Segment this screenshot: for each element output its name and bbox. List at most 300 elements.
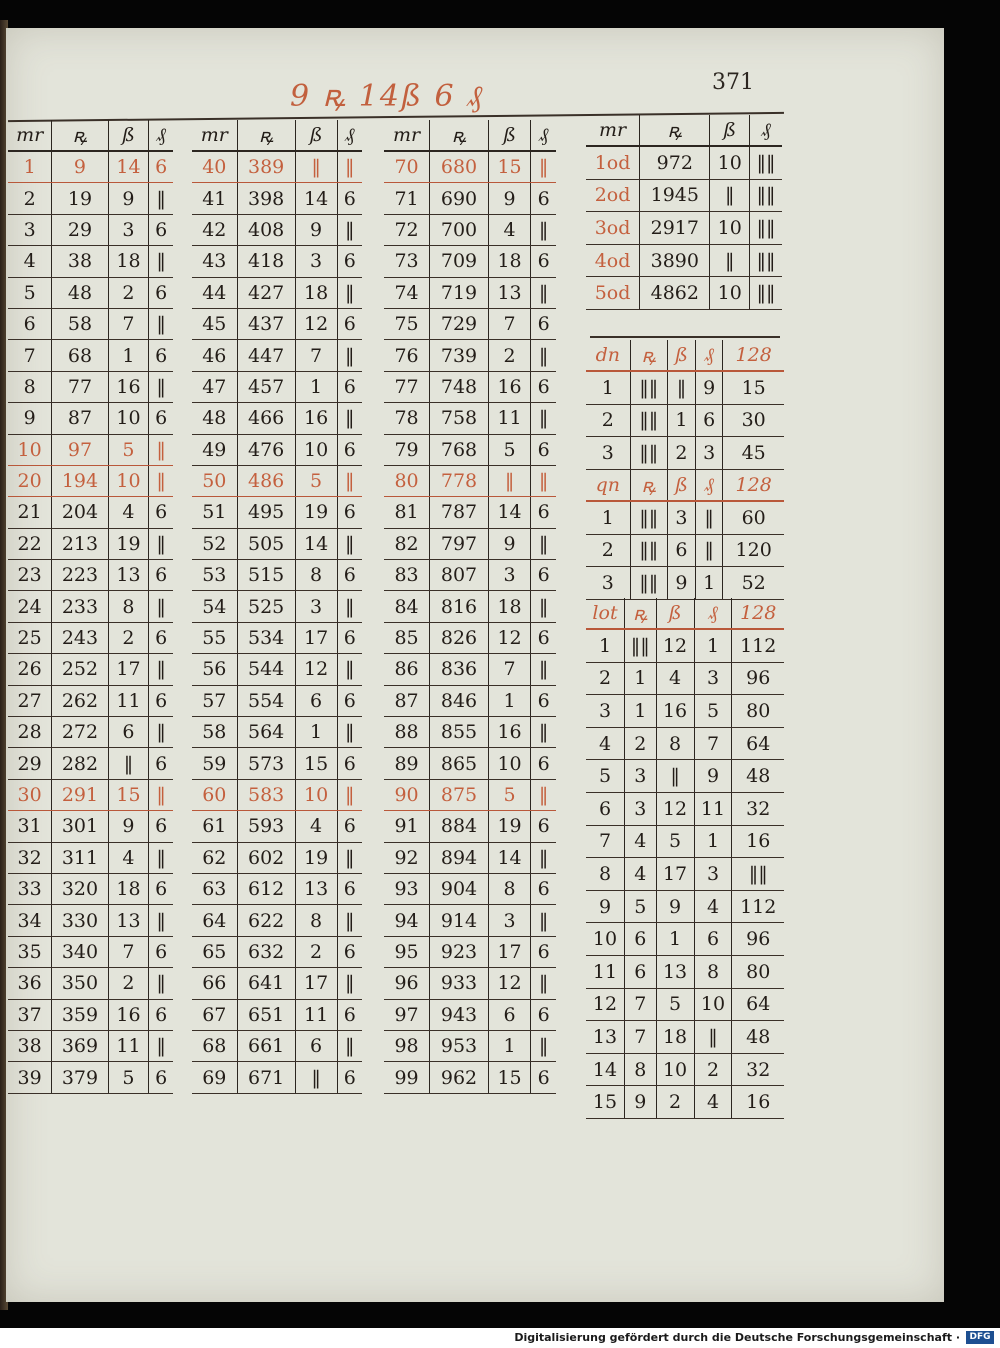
table-row-cell: 427 — [237, 277, 295, 308]
table-row-cell: 894 — [430, 842, 489, 873]
table-row-cell: 739 — [430, 340, 489, 371]
table-row-cell: 97 — [52, 434, 108, 465]
table-row-cell: 66 — [192, 968, 237, 999]
table-row-cell: 3 — [625, 760, 657, 793]
table-row — [8, 560, 173, 591]
table-row — [384, 308, 556, 339]
table-row-cell: 3 — [696, 437, 723, 470]
table-row-cell: 3 — [488, 905, 530, 936]
table-row — [586, 858, 784, 891]
table-row-cell: 16 — [488, 371, 530, 402]
table-row-cell: 72 — [384, 214, 430, 245]
table-row-cell: 6 — [337, 873, 362, 904]
table-row-cell: 6 — [8, 308, 52, 339]
table-row-cell: 447 — [237, 340, 295, 371]
table-row-cell: 4od — [586, 244, 640, 277]
table-row-cell: 6 — [337, 811, 362, 842]
table-row — [192, 560, 362, 591]
table-row-cell: 1 — [295, 717, 337, 748]
table-row-cell: 94 — [384, 905, 430, 936]
table-row — [384, 403, 556, 434]
table-row — [384, 842, 556, 873]
table-row-cell: 6 — [295, 685, 337, 716]
table-header-row-cell: ₰ — [696, 470, 723, 501]
table-row-cell: 96 — [732, 662, 784, 695]
table-row — [586, 146, 782, 179]
table-row-cell: ‖‖ — [625, 629, 657, 662]
table-row — [384, 497, 556, 528]
table-row-cell: 9 — [656, 890, 694, 923]
table-row-cell: 6 — [149, 560, 173, 591]
table-row-cell: 11 — [108, 1030, 149, 1061]
table-row-cell: ‖ — [696, 534, 723, 567]
table-row-cell: ‖‖ — [750, 212, 782, 245]
table-row-cell: ‖ — [531, 654, 556, 685]
table-row-cell: 71 — [384, 183, 430, 214]
table-row-cell: 787 — [430, 497, 489, 528]
table-row-cell: 2 — [295, 936, 337, 967]
table-row-cell: 622 — [237, 905, 295, 936]
table-row — [586, 277, 782, 310]
table-row-cell: 6 — [586, 792, 625, 825]
table-header-row — [586, 115, 782, 146]
table-row-cell: 58 — [192, 717, 237, 748]
table-row-cell: 48 — [192, 403, 237, 434]
table-row-cell: 80 — [732, 955, 784, 988]
table-row-cell: 59 — [192, 748, 237, 779]
table-row-cell: 64 — [732, 727, 784, 760]
table-row — [8, 277, 173, 308]
table-row-cell: 10 — [488, 748, 530, 779]
table-row-cell: 4 — [694, 890, 732, 923]
table-header-row-cell: 128 — [723, 340, 784, 371]
table-row-cell: 700 — [430, 214, 489, 245]
table-row-cell: 2 — [586, 404, 630, 437]
table-row-cell: ‖ — [149, 434, 173, 465]
table-row-cell: ‖ — [149, 371, 173, 402]
table-row-cell: 301 — [52, 811, 108, 842]
table-row-cell: ‖ — [531, 277, 556, 308]
table-row-cell: 14 — [295, 528, 337, 559]
table-row — [586, 890, 784, 923]
table-row-cell: 60 — [192, 779, 237, 810]
table-row-cell: 80 — [384, 465, 430, 496]
table-row-cell: 12 — [488, 622, 530, 653]
table-row-cell: 6 — [149, 403, 173, 434]
table-row-cell: 12 — [488, 968, 530, 999]
table-row-cell: 4 — [108, 842, 149, 873]
table-row-cell: ‖‖ — [750, 146, 782, 179]
page-number: 371 — [712, 70, 754, 95]
table-row-cell: ‖ — [337, 779, 362, 810]
table-row-cell: 7 — [488, 308, 530, 339]
table-row-cell: 7 — [295, 340, 337, 371]
table-row-cell: 544 — [237, 654, 295, 685]
table-row-cell: 6 — [488, 999, 530, 1030]
table-row-cell: 5 — [625, 890, 657, 923]
table-row-cell: ‖ — [337, 717, 362, 748]
table-row — [192, 1062, 362, 1093]
table-row-cell: ‖ — [295, 151, 337, 183]
table-row-cell: 91 — [384, 811, 430, 842]
table-row-cell: ‖ — [694, 1021, 732, 1054]
table-row-cell: 1od — [586, 146, 640, 179]
table-row-cell: ‖ — [337, 465, 362, 496]
table-header-row-cell: mr — [384, 120, 430, 151]
table-row-cell: 12 — [295, 308, 337, 339]
table-row-cell: ‖ — [337, 277, 362, 308]
table-row-cell: 797 — [430, 528, 489, 559]
table-row-cell: 14 — [488, 842, 530, 873]
table-row-cell: 5 — [108, 434, 149, 465]
table-row — [586, 955, 784, 988]
table-row-cell: 55 — [192, 622, 237, 653]
table-row-cell: 10 — [108, 403, 149, 434]
table-row-cell: 79 — [384, 434, 430, 465]
table-row-cell: 81 — [384, 497, 430, 528]
table-row — [8, 403, 173, 434]
table-row-cell: 4 — [108, 497, 149, 528]
table-row-cell: 6 — [149, 873, 173, 904]
table-row-cell: 9 — [8, 403, 52, 434]
table-row-cell: 3 — [295, 591, 337, 622]
table-header-row-cell: ꝶ — [237, 120, 295, 151]
table-row-cell: 6 — [531, 560, 556, 591]
table-row-cell: ‖ — [667, 371, 695, 404]
table-header-row-cell: ₰ — [149, 120, 173, 151]
table-header-row-cell: mr — [586, 115, 640, 146]
table-header-row-cell: mr — [8, 120, 52, 151]
table-row — [586, 1021, 784, 1054]
table-row — [192, 936, 362, 967]
table-row — [8, 905, 173, 936]
table-row — [384, 246, 556, 277]
table-row-cell: 1 — [586, 629, 625, 662]
table-row — [192, 654, 362, 685]
table-row-cell: 6 — [149, 622, 173, 653]
table-row-cell: 9 — [108, 183, 149, 214]
table-row-cell: 709 — [430, 246, 489, 277]
table-row — [586, 695, 784, 728]
table-row-cell: 16 — [732, 825, 784, 858]
table-row-cell: 5od — [586, 277, 640, 310]
table-row-cell: 32 — [8, 842, 52, 873]
table-row-cell: 3 — [586, 567, 630, 600]
table-row-cell: 6 — [149, 685, 173, 716]
table-row-cell: 1 — [295, 371, 337, 402]
table-row-cell: 719 — [430, 277, 489, 308]
page-header-title: 9 ꝶ 14ß 6 ₰ — [290, 79, 485, 114]
table-row-cell: 18 — [488, 591, 530, 622]
divider — [590, 336, 780, 338]
table-row-cell: 7 — [694, 727, 732, 760]
table-row-cell: 379 — [52, 1062, 108, 1093]
table-row — [586, 404, 784, 437]
table-row-cell: 36 — [8, 968, 52, 999]
table-row-cell: 18 — [656, 1021, 694, 1054]
table-row-cell: ‖ — [149, 1030, 173, 1061]
conversion-table-hundreds — [586, 115, 782, 310]
table-row — [586, 760, 784, 793]
table-row — [8, 717, 173, 748]
table-row — [192, 685, 362, 716]
table-row — [192, 151, 362, 183]
table-row — [8, 873, 173, 904]
table-row-cell: 23 — [8, 560, 52, 591]
table-row-cell: 7 — [108, 308, 149, 339]
table-row-cell: 3 — [586, 695, 625, 728]
table-row-cell: 28 — [8, 717, 52, 748]
table-row-cell: 9 — [667, 567, 695, 600]
table-row-cell: ‖ — [531, 717, 556, 748]
table-row-cell: 904 — [430, 873, 489, 904]
table-header-row-cell: ꝶ — [640, 115, 710, 146]
table-row-cell: 6 — [625, 923, 657, 956]
table-row — [192, 999, 362, 1030]
table-row-cell: 252 — [52, 654, 108, 685]
table-header-row-cell: ß — [108, 120, 149, 151]
table-row-cell: 1945 — [640, 179, 710, 212]
table-row — [192, 434, 362, 465]
table-row-cell: 86 — [384, 654, 430, 685]
table-row — [384, 591, 556, 622]
table-row-cell: 48 — [732, 1021, 784, 1054]
table-row — [8, 183, 173, 214]
table-row-cell: 112 — [732, 629, 784, 662]
table-row-cell: 350 — [52, 968, 108, 999]
table-row — [8, 936, 173, 967]
table-row-cell: 13 — [488, 277, 530, 308]
table-row-cell: 14 — [586, 1053, 625, 1086]
table-row-cell: ‖ — [149, 246, 173, 277]
table-row-cell: 6 — [531, 748, 556, 779]
table-row-cell: 1 — [586, 371, 630, 404]
table-row — [192, 622, 362, 653]
table-row-cell: 836 — [430, 654, 489, 685]
table-row-cell: 3890 — [640, 244, 710, 277]
table-row — [192, 246, 362, 277]
table-row — [384, 214, 556, 245]
table-row — [586, 1053, 784, 1086]
table-row-cell: 16 — [656, 695, 694, 728]
table-row-cell: 87 — [52, 403, 108, 434]
table-row-cell: 24 — [8, 591, 52, 622]
table-row-cell: 13 — [656, 955, 694, 988]
table-row-cell: 1 — [667, 404, 695, 437]
table-row-cell: 11 — [488, 403, 530, 434]
table-row-cell: 243 — [52, 622, 108, 653]
table-row-cell: 16 — [108, 999, 149, 1030]
table-header-row-cell: ß — [488, 120, 530, 151]
table-row-cell: 476 — [237, 434, 295, 465]
table-row-cell: ‖ — [149, 528, 173, 559]
table-row-cell: 10 — [108, 465, 149, 496]
table-row-cell: 26 — [8, 654, 52, 685]
table-row-cell: 1 — [656, 923, 694, 956]
conversion-table-lot — [586, 598, 784, 1119]
table-row-cell: 40 — [192, 151, 237, 183]
table-row-cell: 9 — [625, 1086, 657, 1119]
table-row-cell: 14 — [108, 151, 149, 183]
table-row-cell: 19 — [52, 183, 108, 214]
table-row-cell: 233 — [52, 591, 108, 622]
table-row — [384, 999, 556, 1030]
table-row-cell: 15 — [108, 779, 149, 810]
conversion-table-qn — [586, 470, 784, 600]
table-row-cell: 8 — [295, 560, 337, 591]
table-row-cell: ‖ — [108, 748, 149, 779]
table-row — [8, 308, 173, 339]
table-row-cell: 10 — [710, 146, 750, 179]
table-row-cell: 6 — [531, 936, 556, 967]
table-row-cell: 884 — [430, 811, 489, 842]
table-row-cell: 3 — [586, 437, 630, 470]
table-row-cell: ‖ — [531, 528, 556, 559]
table-row — [384, 622, 556, 653]
table-row-cell: ‖‖ — [732, 858, 784, 891]
table-row-cell: 5 — [694, 695, 732, 728]
table-row — [586, 437, 784, 470]
table-row-cell: 923 — [430, 936, 489, 967]
conversion-table-1 — [8, 120, 173, 1094]
table-row-cell: 33 — [8, 873, 52, 904]
table-row-cell: ‖‖ — [750, 179, 782, 212]
table-row-cell: ‖‖ — [630, 501, 667, 534]
table-row-cell: 6 — [149, 277, 173, 308]
table-row-cell: 6 — [531, 497, 556, 528]
table-row-cell: 651 — [237, 999, 295, 1030]
table-row — [192, 214, 362, 245]
table-row-cell: 69 — [192, 1062, 237, 1093]
table-row — [8, 340, 173, 371]
table-row-cell: 778 — [430, 465, 489, 496]
table-row — [192, 497, 362, 528]
table-row-cell: 807 — [430, 560, 489, 591]
table-row-cell: 3 — [295, 246, 337, 277]
table-row — [8, 151, 173, 183]
table-row — [8, 465, 173, 496]
table-row-cell: 9 — [52, 151, 108, 183]
table-row-cell: 76 — [384, 340, 430, 371]
table-row-cell: 816 — [430, 591, 489, 622]
table-row — [384, 434, 556, 465]
table-row-cell: 8 — [8, 371, 52, 402]
table-header-row-cell: ꝶ — [630, 340, 667, 371]
table-row-cell: 37 — [8, 999, 52, 1030]
table-row-cell: 30 — [723, 404, 784, 437]
table-row-cell: 6 — [337, 936, 362, 967]
table-row-cell: 8 — [488, 873, 530, 904]
table-row — [586, 212, 782, 245]
table-row-cell: 12 — [586, 988, 625, 1021]
table-row — [384, 1030, 556, 1061]
table-row-cell: 6 — [531, 999, 556, 1030]
table-row-cell: 320 — [52, 873, 108, 904]
table-row-cell: 3 — [625, 792, 657, 825]
table-row-cell: 6 — [149, 497, 173, 528]
table-row-cell: 515 — [237, 560, 295, 591]
table-row-cell: 2 — [108, 622, 149, 653]
table-row-cell: 5 — [656, 988, 694, 1021]
table-row — [8, 779, 173, 810]
table-row-cell: 6 — [337, 560, 362, 591]
table-row — [586, 371, 784, 404]
table-row-cell: 7 — [8, 340, 52, 371]
table-row-cell: ‖ — [295, 1062, 337, 1093]
table-row-cell: 6 — [108, 717, 149, 748]
table-row-cell: 17 — [488, 936, 530, 967]
table-row — [192, 1030, 362, 1061]
table-row-cell: 45 — [723, 437, 784, 470]
table-row — [8, 685, 173, 716]
table-row-cell: ‖‖ — [750, 277, 782, 310]
table-row — [192, 371, 362, 402]
table-row-cell: 6 — [149, 151, 173, 183]
table-row-cell: 8 — [586, 858, 625, 891]
table-row-cell: ‖‖ — [630, 534, 667, 567]
table-row — [586, 792, 784, 825]
table-row-cell: 9 — [108, 811, 149, 842]
table-row-cell: 4 — [8, 246, 52, 277]
table-header-row-cell: ₰ — [531, 120, 556, 151]
table-row-cell: 583 — [237, 779, 295, 810]
table-row-cell: ‖ — [337, 528, 362, 559]
table-row-cell: 4 — [488, 214, 530, 245]
table-row-cell: 2 — [488, 340, 530, 371]
table-row-cell: 408 — [237, 214, 295, 245]
table-row-cell: 32 — [732, 792, 784, 825]
table-header-row — [586, 470, 784, 501]
table-row-cell: ‖‖ — [630, 437, 667, 470]
table-row-cell: 14 — [488, 497, 530, 528]
table-row-cell: 7 — [108, 936, 149, 967]
table-row-cell: 56 — [192, 654, 237, 685]
table-row-cell: 4 — [625, 858, 657, 891]
table-row-cell: 311 — [52, 842, 108, 873]
table-row-cell: 4 — [586, 727, 625, 760]
table-row-cell: 1 — [8, 151, 52, 183]
table-row-cell: ‖ — [337, 905, 362, 936]
table-row-cell: 6 — [694, 923, 732, 956]
table-row-cell: 10 — [295, 434, 337, 465]
table-row — [8, 999, 173, 1030]
table-row-cell: 88 — [384, 717, 430, 748]
table-header-row-cell: mr — [192, 120, 237, 151]
table-row-cell: 534 — [237, 622, 295, 653]
table-row-cell: 418 — [237, 246, 295, 277]
table-row-cell: 6 — [531, 811, 556, 842]
table-row-cell: ‖ — [531, 842, 556, 873]
table-row-cell: 5 — [586, 760, 625, 793]
table-row-cell: 8 — [694, 955, 732, 988]
table-row — [8, 968, 173, 999]
table-row — [586, 629, 784, 662]
table-row — [8, 214, 173, 245]
table-row-cell: 75 — [384, 308, 430, 339]
table-row-cell: 11 — [586, 955, 625, 988]
table-row-cell: 8 — [625, 1053, 657, 1086]
table-row-cell: 6 — [531, 685, 556, 716]
table-row — [192, 842, 362, 873]
table-row-cell: 90 — [384, 779, 430, 810]
table-row-cell: 3 — [694, 662, 732, 695]
table-row-cell: 58 — [52, 308, 108, 339]
table-header-row-cell: lot — [586, 598, 625, 629]
table-row-cell: 8 — [656, 727, 694, 760]
table-row-cell: 6 — [149, 1062, 173, 1093]
table-row — [192, 277, 362, 308]
table-row-cell: 53 — [192, 560, 237, 591]
